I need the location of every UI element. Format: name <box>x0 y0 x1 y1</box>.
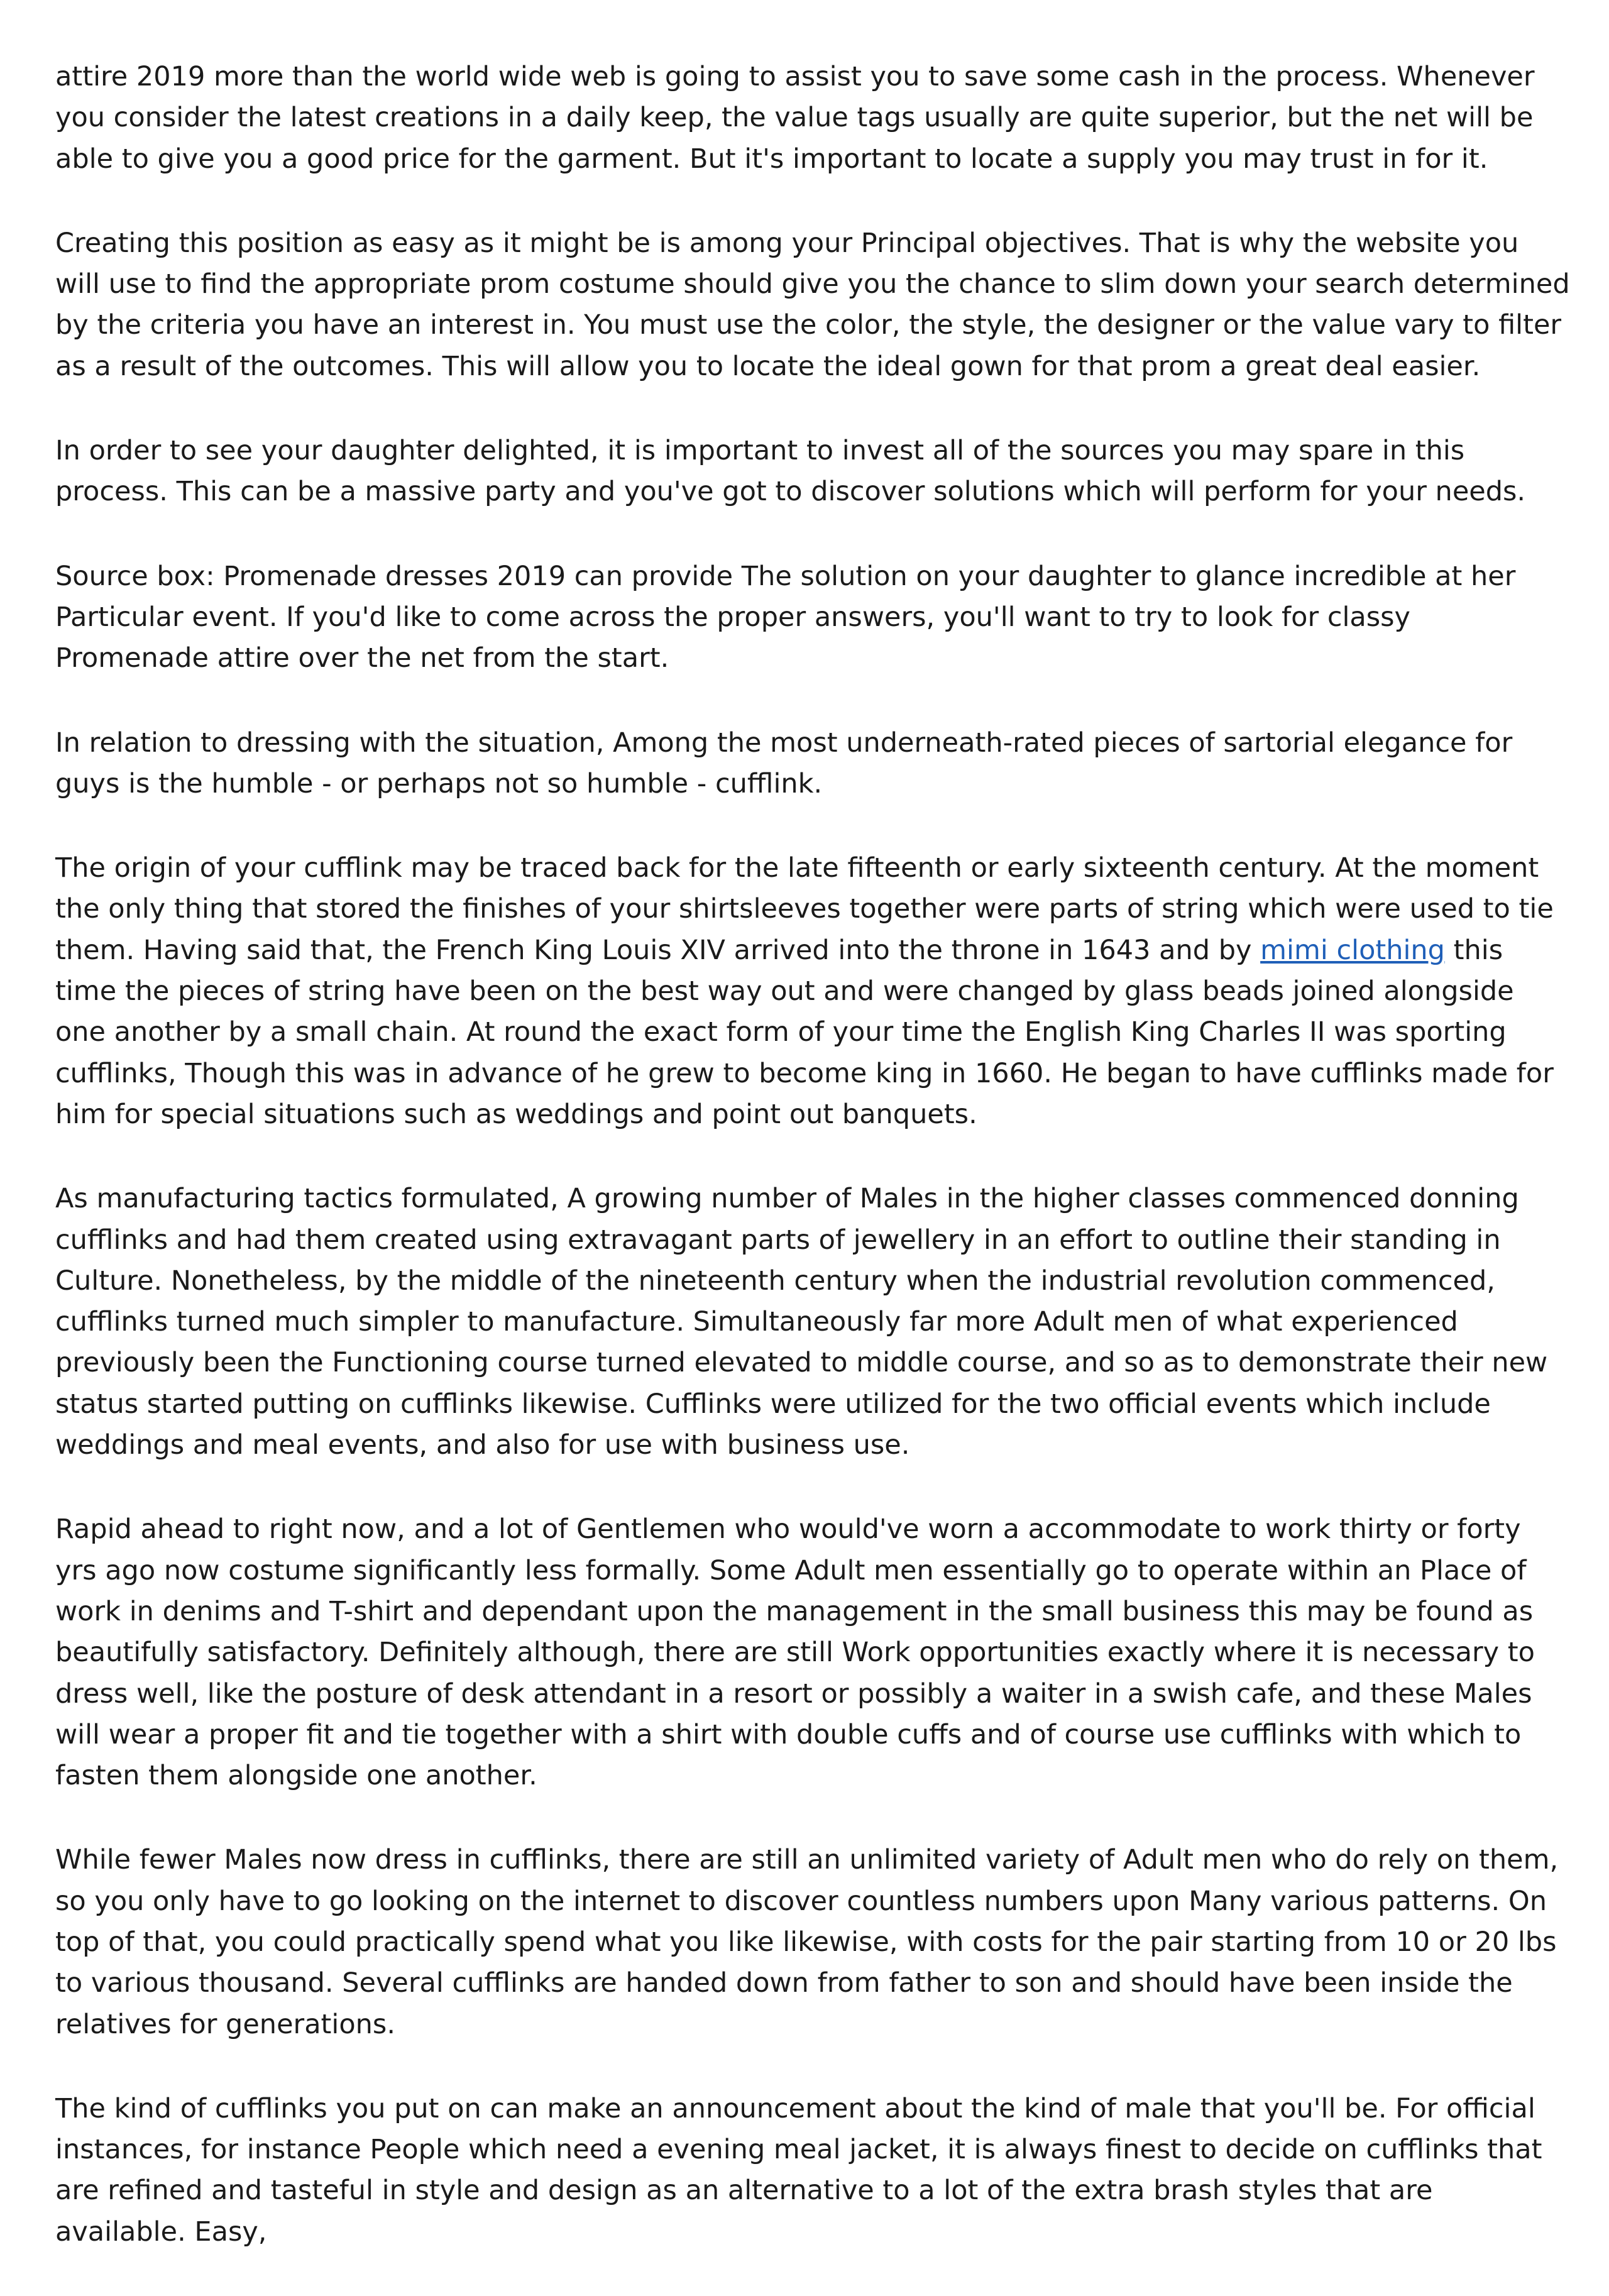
paragraph-6-text-after: this time the pieces of string have been on the best way out and were changed by glass beads joined alongside one another by a small chain. At round the exact form of your time the English King Charles II was sporting cufflinks, Though this was in advance of he grew to become king in 1660. He began to have cufflinks made for him for special situations such as weddings and point out banquets. <box>55 934 1554 1130</box>
paragraph-10: The kind of cufflinks you put on can make an announcement about the kind of male that you'll be. For official instances, for instance People which need a evening meal jacket, it is always finest to decide on cufflinks that are refined and tasteful in style and design as an alternative to a lot of the extra brash styles that are available. Easy, <box>55 2092 1542 2248</box>
paragraph-8: Rapid ahead to right now, and a lot of Gentlemen who would've worn a accommodate to work thirty or forty yrs ago now costume significantly less formally. Some Adult men essentially go to operate within an Place of work in denims and T-shirt and dependant upon the management in the small business this may be found as beautifully satisfactory. Definitely although, there are still Work opportunities exactly where it is necessary to dress well, like the posture of desk attendant in a resort or possibly a waiter in a swish cafe, and these Males will wear a proper fit and tie together with a shirt with double cuffs and of course use cufflinks with which to fasten them alongside one another. <box>55 1513 1535 1792</box>
mimi-clothing-link[interactable]: mimi clothing <box>1260 934 1445 966</box>
document-page <box>55 57 1570 2296</box>
paragraph-6-text-before: The origin of your cufflink may be traced back for the late fifteenth or early sixteenth century. At the moment the only thing that stored the finishes of your shirtsleeves together were parts of string which were used to tie them. Having said that, the French King Louis XIV arrived into the throne in 1643 and by <box>55 852 1554 966</box>
paragraph-2: Creating this position as easy as it might be is among your Principal objectives. That is why the website you will use to find the appropriate prom costume should give you the chance to slim down your search determined by the criteria you have an interest in. You must use the color, the style, the designer or the value vary to filter as a result of the outcomes. This will allow you to locate the ideal gown for that prom a great deal easier. <box>55 227 1570 382</box>
paragraph-4: Source box: Promenade dresses 2019 can provide The solution on your daughter to glance incredible at her Particular event. If you'd like to come across the proper answers, you'll want to try to look for classy Promenade attire over the net from the start. <box>55 560 1516 674</box>
paragraph-6 <box>55 848 1570 1135</box>
paragraph-7: As manufacturing tactics formulated, A growing number of Males in the higher classes commenced donning cufflinks and had them created using extravagant parts of jewellery in an effort to outline their standing in Culture. Nonetheless, by the middle of the nineteenth century when the industrial revolution commenced, cufflinks turned much simpler to manufacture. Simultaneously far more Adult men of what experienced previously been the Functioning course turned elevated to middle course, and so as to demonstrate their new status started putting on cufflinks likewise. Cufflinks were utilized for the two official events which include weddings and meal events, and also for use with business use. <box>55 1183 1548 1461</box>
paragraph-1: attire 2019 more than the world wide web is going to assist you to save some cash in the process. Whenever you consider the latest creations in a daily keep, the value tags usually are quite superior, but the net will be able to give you a good price for the garment. But it's important to locate a supply you may trust in for it. <box>55 61 1535 175</box>
paragraph-5: In relation to dressing with the situation, Among the most underneath-rated pieces of sartorial elegance for guys is the humble - or perhaps not so humble - cufflink. <box>55 727 1513 799</box>
paragraph-3: In order to see your daughter delighted, it is important to invest all of the sources you may spare in this process. This can be a massive party and you've got to discover solutions which will perform for your needs. <box>55 435 1526 508</box>
paragraph-9: While fewer Males now dress in cufflinks, there are still an unlimited variety of Adult men who do rely on them, so you only have to go looking on the internet to discover countless numbers upon Many various patterns. On top of that, you could practically spend what you like likewise, with costs for the pair starting from 10 or 20 lbs to various thousand. Several cufflinks are handed down from father to son and should have been inside the relatives for generations. <box>55 1844 1559 2040</box>
